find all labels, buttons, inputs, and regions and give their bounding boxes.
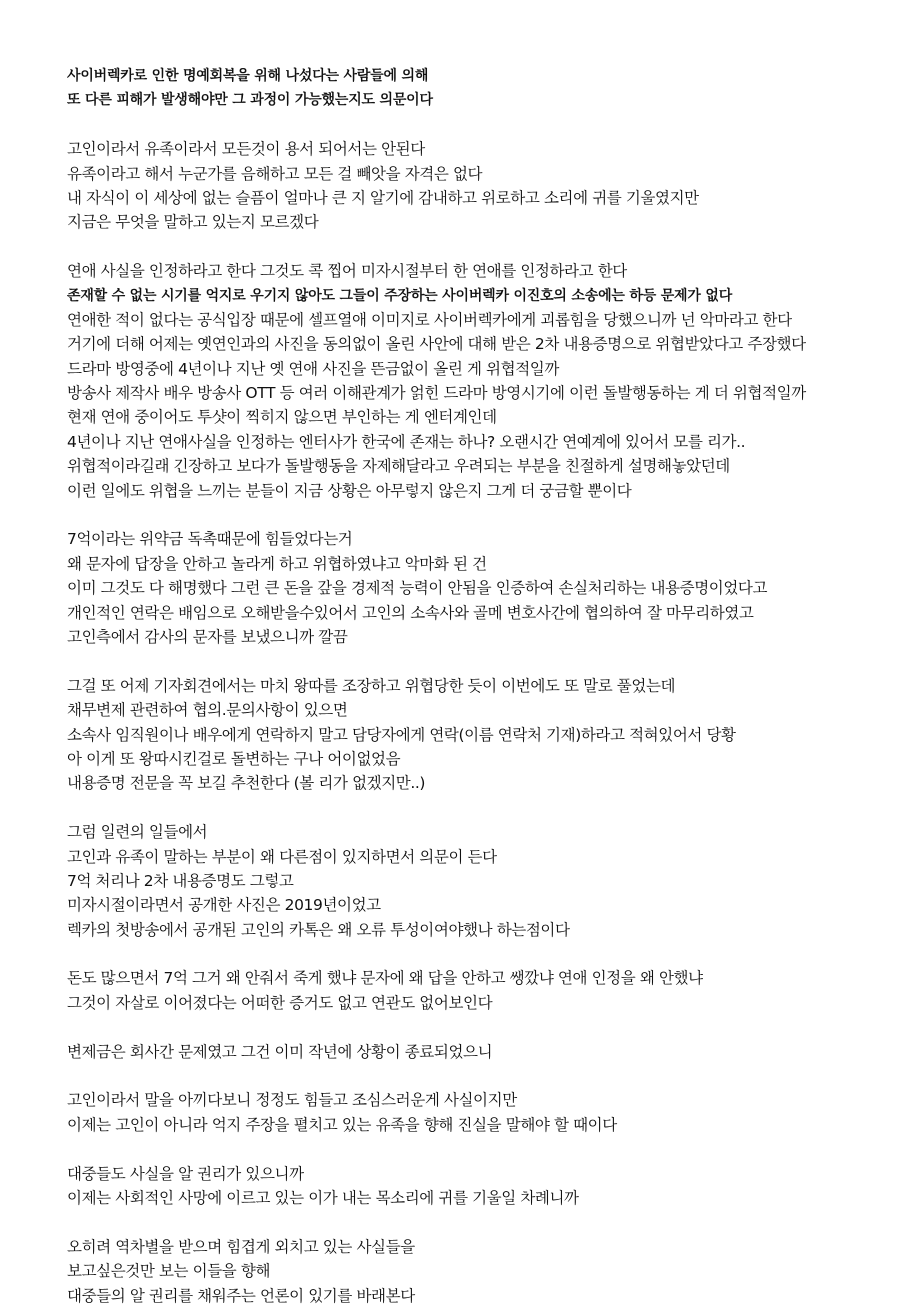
blank-line: [67, 1015, 907, 1039]
document-line: 유족이라고 해서 누군가를 음해하고 모든 걸 빼앗을 자격은 없다: [67, 164, 483, 183]
document-line: 고인측에서 감사의 문자를 보냈으니까 깔끔: [67, 627, 348, 646]
blank-line: [67, 503, 907, 527]
document-line-emphasis: 사이버렉카로 인한 명예회복을 위해 나섰다는 사람들에 의해: [67, 68, 429, 84]
document-line: 이런 일에도 위협을 느끼는 분들이 지금 상황은 아무렇지 않은지 그게 더 궁금할 뿐이다: [67, 481, 632, 500]
document-line: 그것이 자살로 이어졌다는 어떠한 증거도 없고 연관도 없어보인다: [67, 993, 493, 1012]
document-line: 방송사 제작사 배우 방송사 OTT 등 여러 이해관계가 얽힌 드라마 방영시기에 이런 돌발행동하는 게 더 위협적일까: [67, 384, 806, 403]
document-line: 현재 연애 중이어도 투샷이 찍히지 않으면 부인하는 게 엔터계인데: [67, 408, 497, 427]
blank-line: [67, 796, 907, 820]
blank-line: [67, 113, 907, 137]
document-line: 대중들도 사실을 알 권리가 있으니까: [67, 1164, 304, 1183]
blank-line: [67, 235, 907, 259]
document-line: 지금은 무엇을 말하고 있는지 모르겠다: [67, 213, 319, 232]
blank-line: [67, 942, 907, 966]
document-line: 7억이라는 위약금 독촉때문에 힘들었다는거: [67, 530, 353, 549]
document-line: 개인적인 연락은 배임으로 오해받을수있어서 고인의 소속사와 골메 변호사간에 협의하여 잘 마무리하였고: [67, 603, 754, 622]
blank-line: [67, 649, 907, 673]
document-line: 거기에 더해 어제는 옛연인과의 사진을 동의없이 올린 사안에 대해 받은 2차 내용증명으로 위협받았다고 주장했다: [67, 335, 806, 354]
document-body: [67, 64, 907, 1308]
blank-line: [67, 1064, 907, 1088]
document-line: 렉카의 첫방송에서 공개된 고인의 카톡은 왜 오류 투성이여야했나 하는점이다: [67, 920, 570, 939]
document-line: 대중들의 알 권리를 채워주는 언론이 있기를 바래본다: [67, 1286, 415, 1305]
document-line: 내용증명 전문을 꼭 보길 추천한다 (볼 리가 없겠지만..): [67, 774, 426, 793]
document-line: 변제금은 회사간 문제였고 그건 이미 작년에 상황이 종료되었으니: [67, 1042, 493, 1061]
document-line: 연애 사실을 인정하라고 한다 그것도 콕 찝어 미자시절부터 한 연애를 인정하라고 한다: [67, 262, 627, 281]
document-line: 오히려 역차별을 받으며 힘겹게 외치고 있는 사실들을: [67, 1237, 415, 1256]
document-line: 미자시절이라면서 공개한 사진은 2019년이었고: [67, 896, 381, 915]
document-line: 소속사 임직원이나 배우에게 연락하지 말고 담당자에게 연락(이름 연락처 기재)하라고 적혀있어서 당황: [67, 725, 736, 744]
document-line: 4년이나 지난 연애사실을 인정하는 엔터사가 한국에 존재는 하나? 오랜시간 연예계에 있어서 모를 리가..: [67, 432, 746, 451]
document-line-emphasis: 또 다른 피해가 발생해야만 그 과정이 가능했는지도 의문이다: [67, 92, 433, 109]
blank-line: [67, 1210, 907, 1234]
document-line: 그걸 또 어제 기자회견에서는 마치 왕따를 조장하고 위협당한 듯이 이번에도 또 말로 풀었는데: [67, 676, 676, 695]
document-line: 위협적이라길래 긴장하고 보다가 돌발행동을 자제해달라고 우려되는 부분을 친절하게 설명해놓았던데: [67, 457, 730, 476]
document-line: 이미 그것도 다 해명했다 그런 큰 돈을 갚을 경제적 능력이 안됨을 인증하여 손실처리하는 내용증명이었다고: [67, 579, 768, 598]
document-line: 돈도 많으면서 7억 그거 왜 안줘서 죽게 했냐 문자에 왜 답을 안하고 쌩깠냐 연애 인정을 왜 안했냐: [67, 969, 703, 988]
document-line: 아 이게 또 왕따시킨걸로 돌변하는 구나 어이없었음: [67, 749, 401, 768]
document-line: 이제는 사회적인 사망에 이르고 있는 이가 내는 목소리에 귀를 기울일 차례니까: [67, 1188, 579, 1207]
document-line: 이제는 고인이 아니라 억지 주장을 펼치고 있는 유족을 향해 진실을 말해야 할 때이다: [67, 1115, 617, 1134]
document-line: 고인과 유족이 말하는 부분이 왜 다른점이 있지하면서 의문이 든다: [67, 847, 497, 866]
document-line: 7억 처리나 2차 내용증명도 그렇고: [67, 871, 294, 890]
document-line: 연애한 적이 없다는 공식입장 때문에 셀프열애 이미지로 사이버렉카에게 괴롭힘을 당했으니까 넌 악마라고 한다: [67, 310, 792, 329]
document-line: 그럼 일련의 일들에서: [67, 823, 208, 842]
document-line: 왜 문자에 답장을 안하고 놀라게 하고 위협하였냐고 악마화 된 건: [67, 554, 487, 573]
document-line: 고인이라서 유족이라서 모든것이 용서 되어서는 안된다: [67, 140, 425, 159]
document-line: 드라마 방영중에 4년이나 지난 옛 연애 사진을 뜬금없이 올린 게 위협적일까: [67, 359, 559, 378]
document-line: 채무변제 관련하여 협의.문의사항이 있으면: [67, 701, 348, 720]
document-line: 고인이라서 말을 아끼다보니 정정도 힘들고 조심스러운게 사실이지만: [67, 1091, 517, 1110]
document-line-emphasis: 존재할 수 없는 시기를 억지로 우기지 않아도 그들이 주장하는 사이버렉카 이진호의 소송에는 하등 문제가 없다: [67, 287, 733, 304]
blank-line: [67, 1137, 907, 1161]
document-line: 내 자식이 이 세상에 없는 슬픔이 얼마나 큰 지 알기에 감내하고 위로하고 소리에 귀를 기울였지만: [67, 188, 699, 207]
document-line: 보고싶은것만 보는 이들을 향해: [67, 1262, 271, 1281]
